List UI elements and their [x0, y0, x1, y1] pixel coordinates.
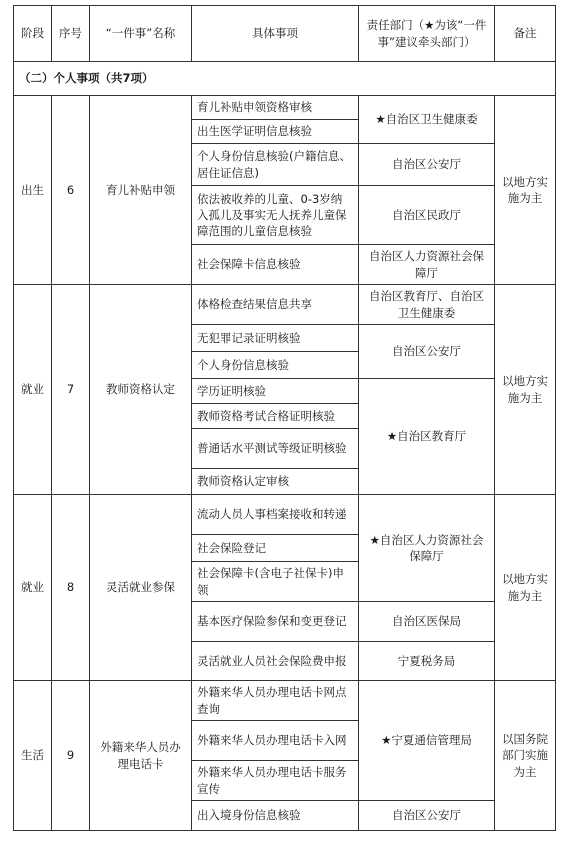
- stage-cell: 出生: [14, 96, 52, 285]
- section-title: （二）个人事项（共7项）: [14, 62, 556, 96]
- dept-cell: 自治区民政厅: [359, 186, 495, 245]
- item-cell: 灵活就业人员社会保险费申报: [192, 642, 359, 681]
- thing-name-cell: 教师资格认定: [90, 285, 192, 495]
- item-cell: 基本医疗保险参保和变更登记: [192, 602, 359, 642]
- header-row: [14, 6, 556, 62]
- seq-cell: 7: [52, 285, 90, 495]
- dept-cell: 自治区公安厅: [359, 325, 495, 379]
- note-cell: 以地方实施为主: [495, 96, 556, 285]
- thing-name-cell: 外籍来华人员办理电话卡: [90, 681, 192, 831]
- table-row: [14, 285, 556, 325]
- dept-cell: ★自治区人力资源社会保障厅: [359, 495, 495, 602]
- item-cell: 外籍来华人员办理电话卡网点查询: [192, 681, 359, 721]
- item-cell: 外籍来华人员办理电话卡入网: [192, 721, 359, 761]
- policy-table-page: [13, 5, 555, 831]
- item-cell: 教师资格认定审核: [192, 469, 359, 495]
- section-row: [14, 62, 556, 96]
- dept-cell: ★自治区教育厅: [359, 379, 495, 495]
- dept-cell: 自治区公安厅: [359, 801, 495, 831]
- item-cell: 个人身份信息核验(户籍信息、居住证信息): [192, 144, 359, 186]
- table-row: [14, 96, 556, 120]
- item-cell: 出入境身份信息核验: [192, 801, 359, 831]
- header-dept: 责任部门（★为该“一件事”建议牵头部门）: [359, 6, 495, 62]
- header-note: 备注: [495, 6, 556, 62]
- note-cell: 以地方实施为主: [495, 285, 556, 495]
- dept-cell: 自治区教育厅、自治区卫生健康委: [359, 285, 495, 325]
- seq-cell: 8: [52, 495, 90, 681]
- note-cell: 以地方实施为主: [495, 495, 556, 681]
- note-cell: 以国务院部门实施为主: [495, 681, 556, 831]
- stage-cell: 就业: [14, 495, 52, 681]
- header-stage: 阶段: [14, 6, 52, 62]
- header-seq: 序号: [52, 6, 90, 62]
- item-cell: 社会保障卡(含电子社保卡)申领: [192, 562, 359, 602]
- item-cell: 依法被收养的儿童、0-3岁纳入孤儿及事实无人抚养儿童保障范围的儿童信息核验: [192, 186, 359, 245]
- header-name: “一件事”名称: [90, 6, 192, 62]
- stage-cell: 就业: [14, 285, 52, 495]
- thing-name-cell: 灵活就业参保: [90, 495, 192, 681]
- item-cell: 社会保险登记: [192, 535, 359, 562]
- item-cell: 出生医学证明信息核验: [192, 120, 359, 144]
- dept-cell: 自治区公安厅: [359, 144, 495, 186]
- seq-cell: 9: [52, 681, 90, 831]
- table-row: [14, 681, 556, 721]
- item-cell: 流动人员人事档案接收和转递: [192, 495, 359, 535]
- item-cell: 普通话水平测试等级证明核验: [192, 429, 359, 469]
- item-cell: 体格检查结果信息共享: [192, 285, 359, 325]
- item-cell: 个人身份信息核验: [192, 352, 359, 379]
- dept-cell: ★自治区卫生健康委: [359, 96, 495, 144]
- one-thing-table: [13, 5, 556, 831]
- dept-cell: 自治区人力资源社会保障厅: [359, 245, 495, 285]
- item-cell: 教师资格考试合格证明核验: [192, 404, 359, 429]
- header-items: 具体事项: [192, 6, 359, 62]
- table-row: [14, 495, 556, 535]
- item-cell: 无犯罪记录证明核验: [192, 325, 359, 352]
- item-cell: 外籍来华人员办理电话卡服务宣传: [192, 761, 359, 801]
- item-cell: 育儿补贴申领资格审核: [192, 96, 359, 120]
- item-cell: 学历证明核验: [192, 379, 359, 404]
- seq-cell: 6: [52, 96, 90, 285]
- dept-cell: ★宁夏通信管理局: [359, 681, 495, 801]
- item-cell: 社会保障卡信息核验: [192, 245, 359, 285]
- stage-cell: 生活: [14, 681, 52, 831]
- dept-cell: 自治区医保局: [359, 602, 495, 642]
- thing-name-cell: 育儿补贴申领: [90, 96, 192, 285]
- dept-cell: 宁夏税务局: [359, 642, 495, 681]
